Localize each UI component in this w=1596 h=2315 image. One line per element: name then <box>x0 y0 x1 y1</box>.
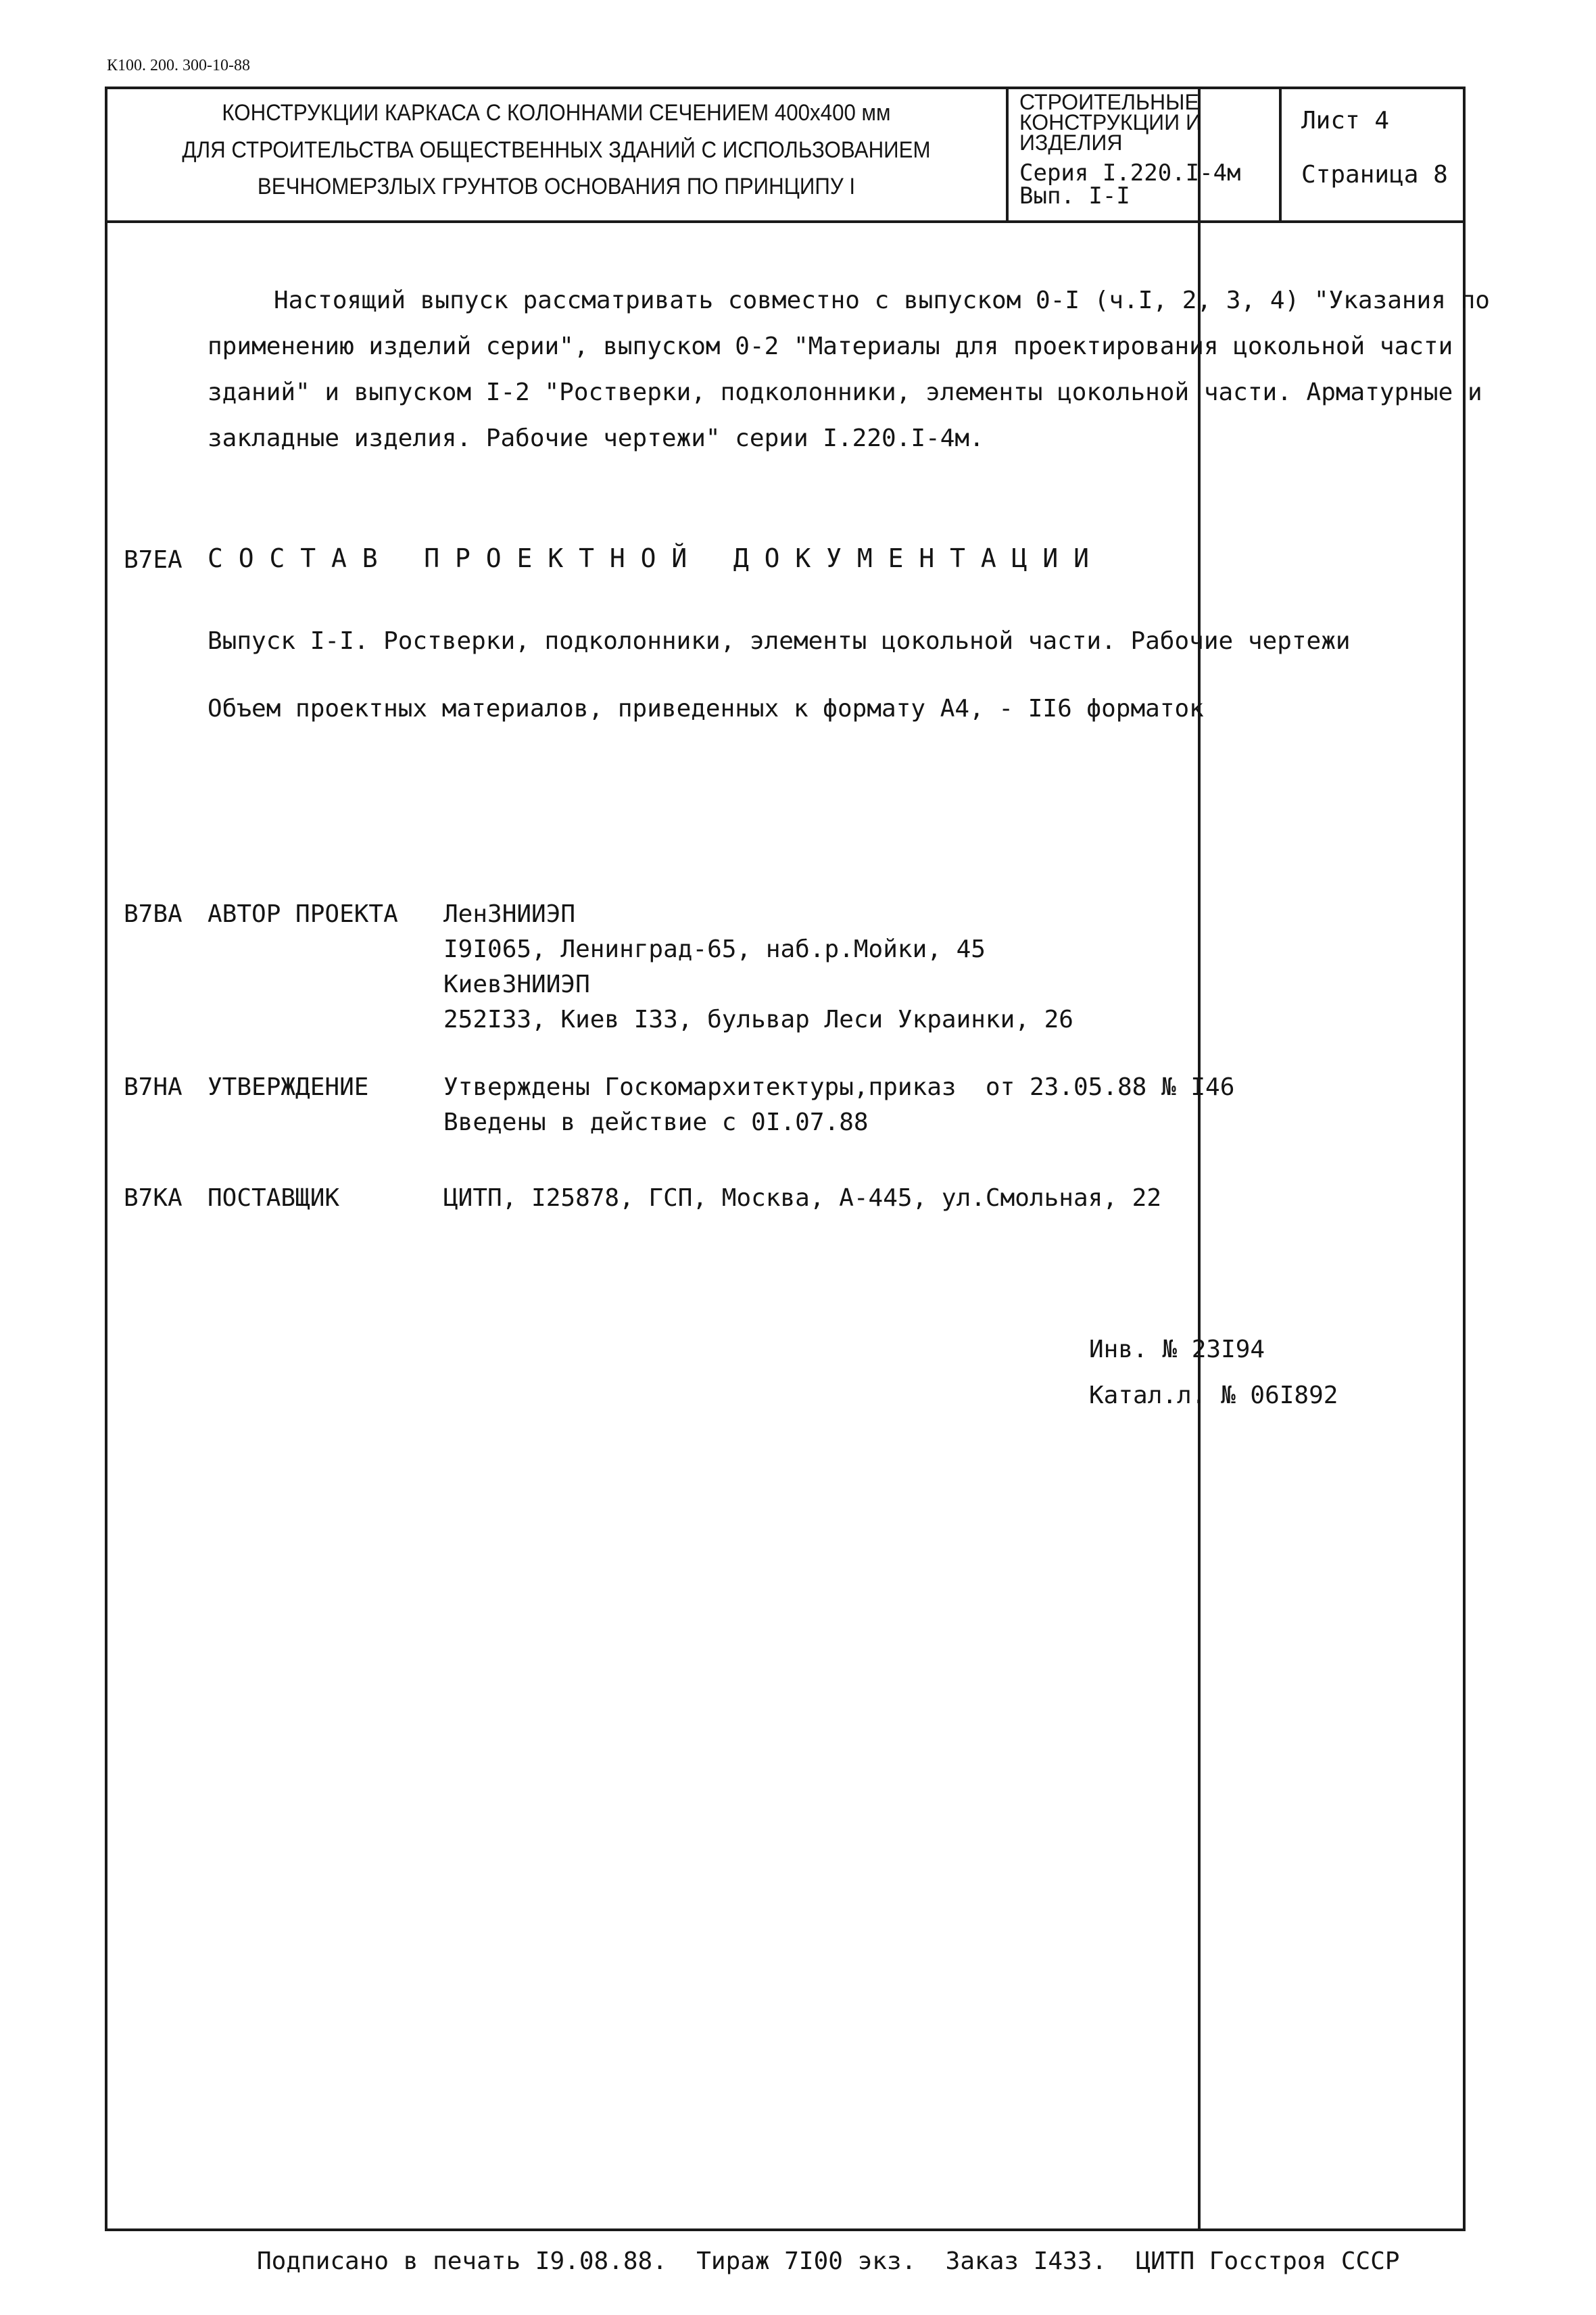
supplier-code: В7КА <box>124 1184 183 1212</box>
sheet-number: Лист 4 <box>1301 107 1390 135</box>
author-line-1: ЛенЗНИИЭП <box>443 900 576 928</box>
approval-line-1: Утверждены Госкомархитектуры,приказ от 23.05.88 № I46 <box>443 1073 1235 1101</box>
catalog-number: Катал.л. № 06I892 <box>1089 1382 1338 1409</box>
category-line-2: КОНСТРУКЦИИ И <box>1019 110 1202 135</box>
print-footer: Подписано в печать I9.08.88. Тираж 7I00 экз. Заказ I433. ЦИТП Госстроя СССР <box>257 2247 1400 2275</box>
header-title-line-2: ДЛЯ СТРОИТЕЛЬСТВА ОБЩЕСТВЕННЫХ ЗДАНИЙ С ИСПОЛЬЗОВАНИЕМ <box>182 137 931 163</box>
approval-line-2: Введены в действие с 0I.07.88 <box>443 1108 869 1136</box>
issue-label: Вып. I-I <box>1019 182 1130 210</box>
supplier-text: ЦИТП, I25878, ГСП, Москва, А-445, ул.Смольная, 22 <box>443 1184 1162 1212</box>
author-line-3: КиевЗНИИЭП <box>443 971 590 998</box>
composition-volume-line: Объем проектных материалов, приведенных к формату А4, - II6 форматок <box>208 695 1204 723</box>
header-top-right <box>1201 87 1466 89</box>
author-line-2: I9I065, Ленинград-65, наб.р.Мойки, 45 <box>443 935 986 963</box>
inventory-number: Инв. № 23I94 <box>1089 1336 1265 1363</box>
right-border <box>1463 87 1466 2231</box>
intro-line-1: Настоящий выпуск рассматривать совместно с выпуском 0-I (ч.I, 2, 3, 4) "Указания по <box>274 287 1490 314</box>
approval-label: УТВЕРЖДЕНИЕ <box>208 1073 369 1101</box>
header-col-divider-2 <box>1279 87 1282 222</box>
category-line-3: ИЗДЕЛИЯ <box>1019 130 1123 155</box>
bottom-border-right <box>1201 2228 1466 2231</box>
intro-line-3: зданий" и выпуском I-2 "Ростверки, подколонники, элементы цокольной части. Арматурные и <box>208 379 1482 406</box>
header-title-line-3: ВЕЧНОМЕРЗЛЫХ ГРУНТОВ ОСНОВАНИЯ ПО ПРИНЦИПУ I <box>257 174 856 199</box>
document-code: К100. 200. 300-10-88 <box>107 57 250 74</box>
header-divider <box>105 220 1201 223</box>
author-code: В7ВА <box>124 900 183 928</box>
supplier-label: ПОСТАВЩИК <box>208 1184 340 1212</box>
header-col-divider-1 <box>1006 87 1009 222</box>
composition-code: В7ЕА <box>124 546 183 574</box>
page-frame <box>105 87 1201 2231</box>
composition-heading: С О С Т А В П Р О Е К Т Н О Й Д О К У М Е Н Т А Ц И И <box>208 543 1090 573</box>
intro-line-4: закладные изделия. Рабочие чертежи" серии I.220.I-4м. <box>208 424 984 452</box>
page-number: Страница 8 <box>1301 161 1448 189</box>
category-line-1: СТРОИТЕЛЬНЫЕ <box>1019 90 1199 114</box>
composition-issue-line: Выпуск I-I. Ростверки, подколонники, элементы цокольной части. Рабочие чертежи <box>208 627 1351 655</box>
author-label: АВТОР ПРОЕКТА <box>208 900 398 928</box>
header-bottom-right <box>1201 220 1466 223</box>
intro-line-2: применению изделий серии", выпуском 0-2 "Материалы для проектирования цокольной части <box>208 333 1453 360</box>
series-label: Серия I.220.I-4м <box>1019 160 1241 187</box>
approval-code: В7НА <box>124 1073 183 1101</box>
header-title-line-1: КОНСТРУКЦИИ КАРКАСА С КОЛОННАМИ СЕЧЕНИЕМ 400х400 мм <box>222 100 891 126</box>
author-line-4: 252I33, Киев I33, бульвар Леси Украинки, 26 <box>443 1006 1073 1033</box>
